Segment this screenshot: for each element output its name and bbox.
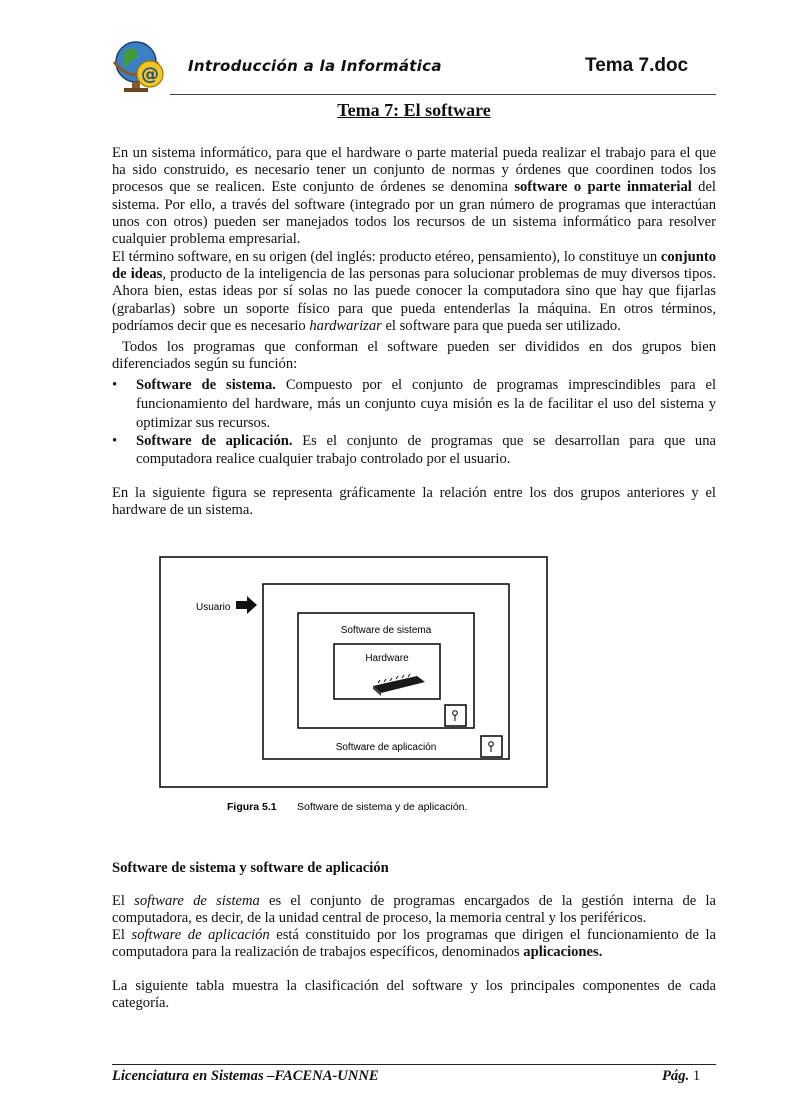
paragraph-figure-intro: En la siguiente figura se representa gráficamente la relación entre los dos grupos anteriores y el hardware de un sistema. [112,485,716,519]
figure-software-layers [133,536,603,826]
figure-caption-text: Software de sistema y de aplicación. [297,801,468,813]
section-heading: Software de sistema y software de aplicación [112,860,389,876]
paragraph-application-software: El software de aplicación está constituido por los programas que dirigen el funcionamiento de la computadora para la realización de trabajos específicos, denominados aplicaciones. [112,927,716,961]
header-doc-name: Tema 7.doc [585,55,689,76]
paragraph-intro-3: Todos los programas que conforman el software pueden ser divididos en dos grupos bien diferenciados según su función: [112,339,716,373]
paragraph-table-intro: La siguiente tabla muestra la clasificación del software y los principales componentes de cada categoría. [112,978,716,1012]
bullet-item-application-software: • Software de aplicación. Es el conjunto de programas que se desarrollan para que una computadora realice cualquier trabajo controlado por el usuario. [112,433,716,467]
paragraph-intro-2: El término software, en su origen (del inglés: producto etéreo, pensamiento), lo constituye un conjunto de ideas, producto de la inteligencia de las personas para solucionar problemas de muy diversos tipos. Ahora bien, estas ideas por sí solas no las puede conocer la computadora sino que hay que fijarlas (grabarlas) sobre un soporte físico para que pueda entenderlas la máquina. En otros términos, podríamos decir que es necesario hardwarizar el software para que pueda ser utilizado. [112,249,716,334]
user-label: Usuario [196,602,231,613]
header-title: Introducción a la Informática [188,57,442,75]
globe-logo-icon [110,36,172,94]
page-title: Tema 7: El software [337,100,491,120]
footer-institution: Licenciatura en Sistemas –FACENA-UNNE [112,1068,379,1084]
hardware-label: Hardware [365,653,409,664]
footer-page-number: Pág. 1 [662,1068,701,1084]
paragraph-system-software: El software de sistema es el conjunto de programas encargados de la gestión interna de la computadora, es decir, de la unidad central de proceso, la memoria central y los periféricos. [112,893,716,927]
paragraph-intro-1: En un sistema informático, para que el hardware o parte material pueda realizar el trabajo para el que ha sido construido, es necesario tener un conjunto de normas y órdenes que coordinen todos los procesos que se realicen. Este conjunto de órdenes se denomina software o parte inmaterial del sistema. Por ello, a través del software (integrado por un gran número de programas que interactúan unos con otros) pueden ser manejados todos los recursos de un sistema informático para resolver cualquier problema empresarial. [112,145,716,248]
bullet-item-system-software: • Software de sistema. Compuesto por el conjunto de programas imprescindibles para el funcionamiento del hardware, más un conjunto cuya misión es la de facilitar el uso del sistema y optimizar sus recursos. [112,377,716,431]
svg-text:@: @ [141,64,159,85]
header-divider [170,94,716,95]
bullet-marker: • [112,377,118,393]
system-software-label: Software de sistema [340,625,432,636]
figure-caption-number: Figura 5.1 [227,801,277,813]
bullet-marker: • [112,433,118,449]
footer-divider [112,1064,716,1065]
application-software-label: Software de aplicación [335,742,437,753]
